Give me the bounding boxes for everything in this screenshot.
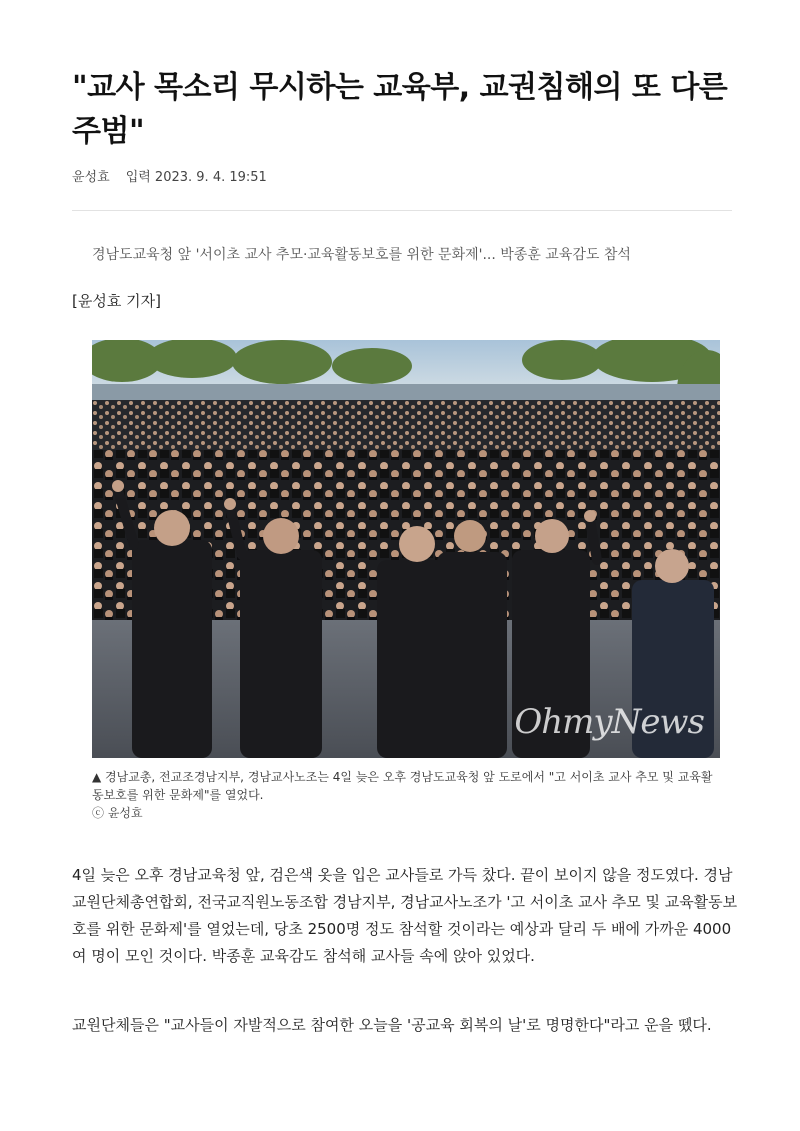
photo-caption: ▲ 경남교총, 전교조경남지부, 경남교사노조는 4일 늦은 오후 경남도교육청 앞 도로에서 "고 서이초 교사 추모 및 교육활동보호를 위한 문화제"를 열었다. bbox=[92, 770, 713, 802]
protest-crowd-image bbox=[92, 340, 720, 758]
reporter-line: [윤성효 기자] bbox=[72, 292, 161, 310]
body-paragraph: 교원단체들은 "교사들이 자발적으로 참여한 오늘을 '공교육 회복의 날'로 명명한다"라고 운을 뗐다. bbox=[72, 1016, 712, 1034]
article-subtitle: 경남도교육청 앞 '서이초 교사 추모·교육활동보호를 위한 문화제'... 박종훈 교육감도 참석 bbox=[92, 247, 631, 263]
photo-credit: ⓒ 윤성효 bbox=[92, 806, 143, 820]
article-title: "교사 목소리 무시하는 교육부, 교권침해의 또 다른 주범" bbox=[72, 70, 728, 149]
body-paragraph: 4일 늦은 오후 경남교육청 앞, 검은색 옷을 입은 교사들로 가득 찼다. 끝이 보이지 않을 정도였다. 경남교원단체총연합회, 전국교직원노동조합 경남지부, 경남교사노조가 '고 서이초 교사 추모 및 교육활동보호를 위한 문화제'를 열었는데, 당초 2500명 정도 참석할 것이라는 예상과 달리 두 배에 가까운 4000여 명이 모인 것이다. 박종훈 교육감도 참석해 교사들 속에 앉아 있었다. bbox=[72, 866, 738, 965]
divider bbox=[72, 210, 732, 211]
author-name: 윤성효 bbox=[72, 170, 110, 185]
byline bbox=[72, 166, 267, 185]
article-photo bbox=[92, 340, 720, 758]
photo-watermark: OhmyNews bbox=[514, 702, 704, 742]
publish-time: 입력 2023. 9. 4. 19:51 bbox=[125, 170, 267, 185]
